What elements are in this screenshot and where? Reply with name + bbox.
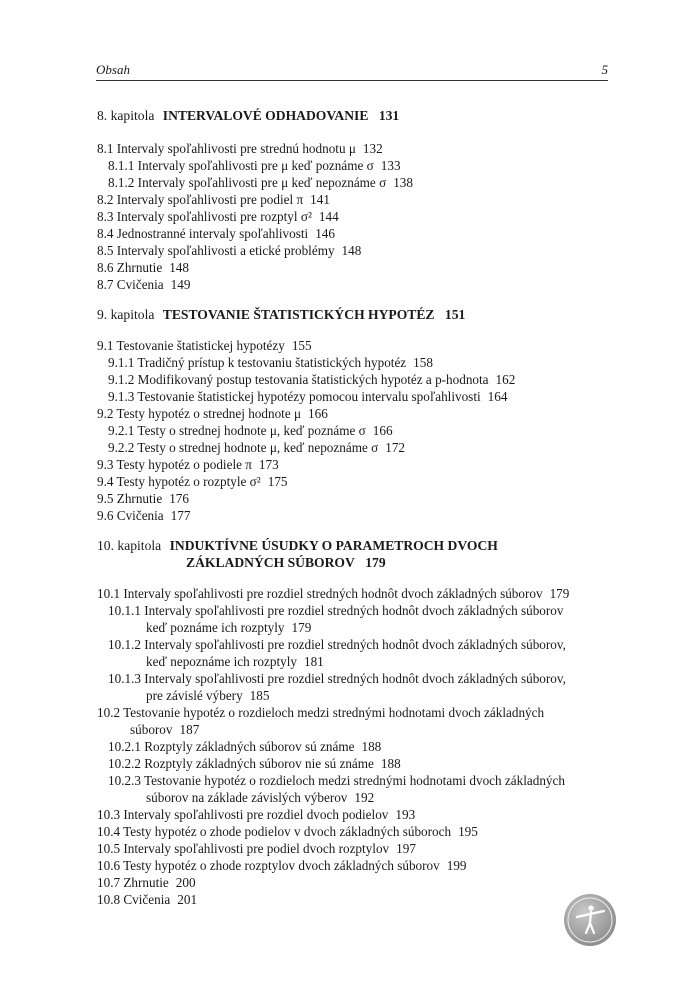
- toc-entry-text: 8.2 Intervaly spoľahlivosti pre podiel π: [97, 192, 304, 207]
- chapter-prefix: 8. kapitola: [97, 108, 155, 123]
- toc-entry-text: 8.1 Intervaly spoľahlivosti pre strednú hodnotu μ: [97, 141, 356, 156]
- toc-entry: [108, 372, 515, 388]
- toc-entry-page: 199: [446, 858, 467, 873]
- toc-entry-page: 187: [179, 722, 200, 737]
- toc-entry-text: 9.2.2 Testy o strednej hodnote μ, keď nepoznáme σ: [108, 440, 379, 455]
- toc-entry-page: 185: [249, 688, 270, 703]
- toc-entry-page: 148: [341, 243, 362, 258]
- toc-entry-text: 9.1.2 Modifikovaný postup testovania štatistických hypotéz a p-hodnota: [108, 372, 489, 387]
- toc-entry-text: 9.1.1 Tradičný prístup k testovaniu štatistických hypotéz: [108, 355, 407, 370]
- toc-entry-text: 9.3 Testy hypotéz o podiele π: [97, 457, 252, 472]
- toc-entry-page: 179: [549, 586, 570, 601]
- toc-entry-page: 148: [169, 260, 189, 275]
- chapter-heading-continued: [186, 555, 386, 571]
- chapter-page: 131: [378, 108, 400, 123]
- toc-entry-page: 172: [385, 440, 405, 455]
- toc-entry-text: 10.2.3 Testovanie hypotéz o rozdieloch medzi strednými hodnotami dvoch základných: [108, 773, 565, 788]
- chapter-heading: [97, 307, 465, 323]
- toc-entry-page: 138: [393, 175, 413, 190]
- toc-entry: [97, 192, 330, 208]
- toc-entry: [97, 824, 478, 840]
- toc-entry-text: 9.1 Testovanie štatistickej hypotézy: [97, 338, 285, 353]
- toc-entry-text: pre závislé výbery: [146, 688, 243, 703]
- toc-entry: [97, 457, 279, 473]
- section-title: Obsah: [96, 62, 130, 77]
- toc-entry: [108, 355, 433, 371]
- toc-entry: [97, 807, 415, 823]
- toc-entry-page: 192: [354, 790, 375, 805]
- chapter-title: INTERVALOVÉ ODHADOVANIE: [162, 108, 369, 123]
- toc-entry-page: 181: [303, 654, 324, 669]
- toc-entry-text: 9.2 Testy hypotéz o strednej hodnote μ: [97, 406, 302, 421]
- chapter-prefix: 9. kapitola: [97, 307, 155, 322]
- running-header: [96, 60, 608, 81]
- toc-entry: [97, 260, 189, 276]
- toc-entry-page: 144: [318, 209, 339, 224]
- toc-entry: [108, 603, 563, 619]
- toc-entry-page: 188: [361, 739, 382, 754]
- toc-entry: [97, 705, 544, 721]
- toc-entry-page: 197: [396, 841, 416, 856]
- toc-entry: [97, 209, 339, 225]
- toc-entry-text: 9.4 Testy hypotéz o rozptyle σ²: [97, 474, 261, 489]
- toc-entry-text: 10.1.2 Intervaly spoľahlivosti pre rozdiel stredných hodnôt dvoch základných súborov,: [108, 637, 566, 652]
- toc-entry: [108, 440, 405, 456]
- toc-entry-page: 133: [380, 158, 401, 173]
- toc-entry: [97, 406, 328, 422]
- toc-entry-text: 9.6 Cvičenia: [97, 508, 164, 523]
- toc-entry-continued: [146, 620, 311, 636]
- toc-entry: [97, 243, 361, 259]
- toc-entry-page: 166: [372, 423, 393, 438]
- toc-entry-text: 8.6 Zhrnutie: [97, 260, 163, 275]
- chapter-page: 179: [365, 555, 386, 570]
- toc-entry: [108, 637, 566, 653]
- toc-entry: [97, 141, 383, 157]
- toc-entry-page: 149: [170, 277, 191, 292]
- chapter-heading: [97, 538, 498, 554]
- toc-entry: [97, 875, 196, 891]
- toc-entry-text: 10.2.1 Rozptyly základných súborov sú známe: [108, 739, 355, 754]
- toc-entry-text: keď poznáme ich rozptyly: [146, 620, 285, 635]
- toc-entry-text: keď nepoznáme ich rozptyly: [146, 654, 297, 669]
- toc-entry-text: 10.6 Testy hypotéz o zhode rozptylov dvoch základných súborov: [97, 858, 440, 873]
- toc-entry: [97, 892, 197, 908]
- toc-entry-text: 10.8 Cvičenia: [97, 892, 171, 907]
- toc-entry: [108, 175, 413, 191]
- toc-entry-text: súborov: [130, 722, 173, 737]
- toc-entry-page: 188: [380, 756, 401, 771]
- toc-entry-page: 201: [177, 892, 198, 907]
- chapter-heading: [97, 108, 399, 124]
- toc-entry-text: 9.2.1 Testy o strednej hodnote μ, keď poznáme σ: [108, 423, 366, 438]
- toc-entry: [108, 773, 565, 789]
- toc-entry-text: 9.1.3 Testovanie štatistickej hypotézy pomocou intervalu spoľahlivosti: [108, 389, 481, 404]
- publisher-logo-icon: [563, 893, 617, 947]
- toc-entry: [108, 671, 566, 687]
- toc-entry-continued: [146, 654, 324, 670]
- chapter-title-line2: ZÁKLADNÝCH SÚBOROV: [186, 555, 355, 570]
- toc-entry: [97, 858, 467, 874]
- toc-entry-text: súborov na základe závislých výberov: [146, 790, 348, 805]
- toc-entry-continued: [146, 790, 374, 806]
- toc-entry-continued: [130, 722, 199, 738]
- toc-entry-text: 10.1.1 Intervaly spoľahlivosti pre rozdiel stredných hodnôt dvoch základných súborov: [108, 603, 564, 618]
- toc-entry-text: 8.5 Intervaly spoľahlivosti a etické problémy: [97, 243, 335, 258]
- toc-entry-page: 177: [170, 508, 191, 523]
- toc-entry-text: 9.5 Zhrnutie: [97, 491, 163, 506]
- toc-entry: [108, 756, 401, 772]
- toc-entry-page: 176: [169, 491, 189, 506]
- toc-entry-continued: [146, 688, 269, 704]
- toc-entry-text: 8.4 Jednostranné intervaly spoľahlivosti: [97, 226, 309, 241]
- toc-entry: [97, 491, 189, 507]
- toc-entry: [97, 277, 190, 293]
- toc-entry-text: 10.1.3 Intervaly spoľahlivosti pre rozdiel stredných hodnôt dvoch základných súborov,: [108, 671, 566, 686]
- toc-entry: [108, 158, 401, 174]
- toc-entry-text: 10.2.2 Rozptyly základných súborov nie sú známe: [108, 756, 374, 771]
- toc-entry: [108, 739, 381, 755]
- toc-entry-text: 10.7 Zhrnutie: [97, 875, 169, 890]
- chapter-title: TESTOVANIE ŠTATISTICKÝCH HYPOTÉZ: [162, 307, 435, 322]
- toc-entry-page: 132: [362, 141, 383, 156]
- toc-entry-page: 166: [308, 406, 328, 421]
- toc-entry-text: 10.1 Intervaly spoľahlivosti pre rozdiel stredných hodnôt dvoch základných súborov: [97, 586, 543, 601]
- page-number: 5: [601, 62, 608, 77]
- toc-entry-text: 10.5 Intervaly spoľahlivosti pre podiel dvoch rozptylov: [97, 841, 390, 856]
- toc-entry-page: 146: [315, 226, 335, 241]
- toc-entry-page: 193: [395, 807, 416, 822]
- toc-entry: [108, 423, 393, 439]
- toc-entry: [108, 389, 507, 405]
- toc-entry-page: 173: [258, 457, 279, 472]
- toc-entry-text: 8.1.2 Intervaly spoľahlivosti pre μ keď nepoznáme σ: [108, 175, 387, 190]
- toc-entry-page: 158: [413, 355, 433, 370]
- toc-entry: [97, 841, 416, 857]
- toc-entry-page: 179: [291, 620, 312, 635]
- toc-entry-page: 195: [458, 824, 478, 839]
- toc-entry: [97, 508, 190, 524]
- toc-entry-page: 175: [267, 474, 288, 489]
- chapter-page: 151: [444, 307, 466, 322]
- toc-entry-text: 10.2 Testovanie hypotéz o rozdieloch medzi strednými hodnotami dvoch základných: [97, 705, 545, 720]
- toc-entry-text: 10.4 Testy hypotéz o zhode podielov v dvoch základných súboroch: [97, 824, 452, 839]
- toc-entry-text: 10.3 Intervaly spoľahlivosti pre rozdiel dvoch podielov: [97, 807, 389, 822]
- toc-entry-page: 141: [310, 192, 330, 207]
- toc-entry: [97, 226, 335, 242]
- toc-entry: [97, 586, 569, 602]
- chapter-title: INDUKTÍVNE ÚSUDKY O PARAMETROCH DVOCH: [169, 538, 498, 553]
- toc-entry: [97, 474, 288, 490]
- toc-entry: [97, 338, 312, 354]
- toc-entry-text: 8.7 Cvičenia: [97, 277, 164, 292]
- toc-entry-text: 8.1.1 Intervaly spoľahlivosti pre μ keď poznáme σ: [108, 158, 374, 173]
- toc-entry-page: 164: [487, 389, 508, 404]
- chapter-prefix: 10. kapitola: [97, 538, 162, 553]
- toc-entry-page: 200: [175, 875, 196, 890]
- toc-entry-page: 162: [495, 372, 516, 387]
- toc-entry-page: 155: [291, 338, 312, 353]
- toc-entry-text: 8.3 Intervaly spoľahlivosti pre rozptyl σ²: [97, 209, 312, 224]
